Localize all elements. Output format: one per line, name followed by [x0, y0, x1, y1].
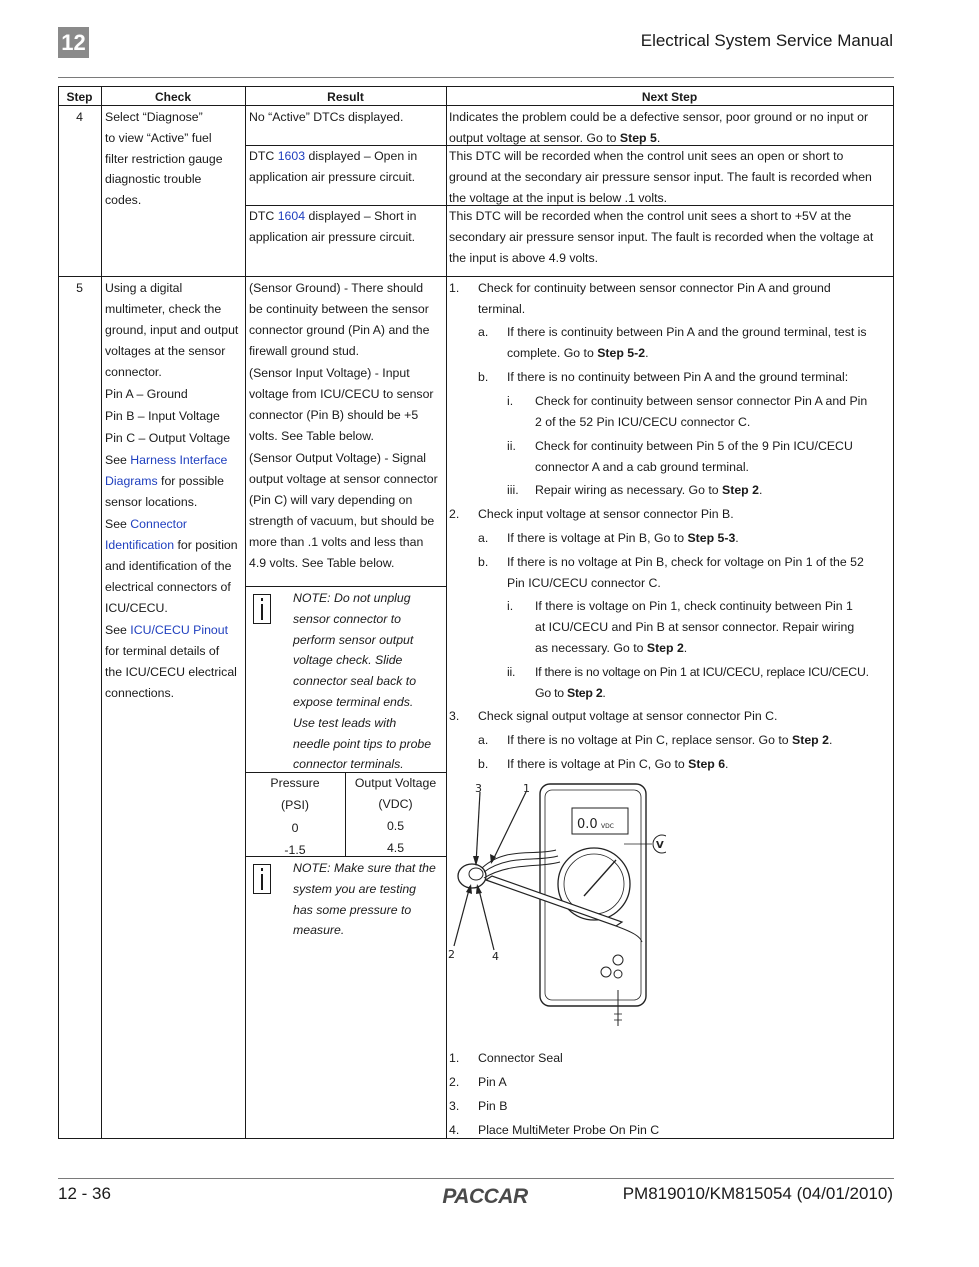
- list-item: iii. Repair wiring as necessary. Go to Step 2.: [507, 483, 763, 497]
- list-item: 2. Check input voltage at sensor connector Pin B.: [449, 507, 734, 521]
- legend-item: 1. Connector Seal: [449, 1051, 563, 1065]
- legend-item: 3. Pin B: [449, 1099, 508, 1113]
- volt-symbol: V: [656, 840, 664, 851]
- note-unplug-warning: NOTE: Do not unplug sensor connector to perform sensor output voltage check. Slide connector seal back to expose terminal ends. Use test leads with needle point tips to probe connector terminals.: [293, 591, 432, 772]
- step4-next-2: This DTC will be recorded when the control unit sees an open or short to ground at the secondary air pressure sensor input. The fault is recorded when the voltage at the input is below .1 volts.: [449, 149, 872, 205]
- display-unit: VDC: [601, 823, 614, 830]
- paccar-logo: [432, 1184, 538, 1206]
- footer-divider: [58, 1178, 894, 1179]
- step4-next-3: This DTC will be recorded when the control unit sees a short to +5V at the secondary air pressure sensor input. The fault is recorded when the voltage at the input is above 4.9 volts.: [449, 209, 874, 265]
- note-pressure-required: NOTE: Make sure that the system you are testing has some pressure to measure.: [293, 861, 436, 938]
- info-icon: [253, 594, 271, 624]
- icu-cecu-pinout-link[interactable]: ICU/CECU Pinout: [130, 623, 229, 637]
- connector-identification-link[interactable]: Connector: [130, 517, 188, 531]
- step4-result-1: No “Active” DTCs displayed.: [249, 110, 404, 124]
- list-item: b. If there is no continuity between Pin A and the ground terminal:: [478, 370, 849, 384]
- column-header-next-step: Next Step: [641, 90, 698, 104]
- list-item: i. If there is voltage on Pin 1, check continuity between Pin 1 at ICU/CECU and Pin B at sensor connector. Repair wiring as necessary. Go to Step 2.: [507, 599, 855, 655]
- list-item: 1. Check for continuity between sensor connector Pin A and ground terminal.: [449, 281, 831, 316]
- dtc-1603-link[interactable]: 1603: [277, 149, 306, 163]
- step4-result-3: DTC 1604 displayed – Short in application air pressure circuit.: [249, 209, 417, 244]
- legend-item: 4. Place MultiMeter Probe On Pin C: [449, 1123, 660, 1137]
- callout-3: 3: [475, 782, 482, 795]
- callout-1: 1: [523, 782, 530, 795]
- step-number: 5: [76, 281, 83, 295]
- step-number: 4: [76, 110, 83, 124]
- multimeter-illustration: [446, 776, 666, 1036]
- table-row: 0: [291, 821, 299, 835]
- list-item: a. If there is voltage at Pin B, Go to Step 5-3.: [478, 531, 739, 545]
- list-item: b. If there is no voltage at Pin B, check for voltage on Pin 1 of the 52 Pin ICU/CECU connector C.: [478, 555, 864, 590]
- step4-next-1: Indicates the problem could be a defective sensor, poor ground or no input or output voltage at sensor. Go to Step 5.: [449, 110, 869, 145]
- list-item: ii. Check for continuity between Pin 5 of the 9 Pin ICU/CECU connector A and a cab ground terminal.: [507, 439, 853, 474]
- table-row: 0.5: [386, 819, 405, 833]
- callout-4: 4: [492, 950, 499, 963]
- step5-result: (Sensor Ground) - There should be continuity between the sensor connector ground (Pin A) and the firewall ground stud. (Sensor Input Voltage) - Input voltage from ICU/CECU to sensor connector (Pin B) should be +5 volts. See Table below. (Sensor Output Voltage) - Signal output voltage at sensor connector (Pin C) will vary depending on strength of vacuum, but should be more than .1 volts and less than 4.9 volts. See Table below.: [249, 281, 438, 570]
- info-icon: [253, 864, 271, 894]
- list-item: i. Check for continuity between sensor connector Pin A and Pin 2 of the 52 Pin ICU/CECU connector C.: [507, 394, 868, 429]
- document-code: PM819010/KM815054 (04/01/2010): [622, 1184, 893, 1203]
- harness-interface-link[interactable]: Harness Interface: [130, 453, 228, 467]
- column-header-result: Result: [327, 90, 364, 104]
- svg-text:PACCAR: PACCAR: [442, 1185, 528, 1206]
- column-header-check: Check: [154, 90, 192, 104]
- step4-check: Select “Diagnose” to view “Active” fuel filter restriction gauge diagnostic trouble codes.: [105, 110, 223, 208]
- list-item: 3. Check signal output voltage at sensor connector Pin C.: [449, 709, 778, 723]
- document-title: Electrical System Service Manual: [640, 31, 893, 50]
- chapter-badge: 12: [58, 27, 89, 58]
- page-number: 12 - 36: [58, 1184, 111, 1203]
- step4-result-2: DTC 1603 displayed – Open in application air pressure circuit.: [249, 149, 418, 184]
- display-reading: 0.0: [577, 817, 598, 832]
- list-item: a. If there is continuity between Pin A and the ground terminal, test is complete. Go to Step 5-2.: [478, 325, 867, 360]
- legend-item: 2. Pin A: [449, 1075, 507, 1089]
- harness-interface-link[interactable]: Diagrams: [105, 474, 158, 488]
- list-item: b. If there is voltage at Pin C, Go to Step 6.: [478, 757, 729, 771]
- table-row: 4.5: [386, 841, 405, 855]
- list-item: ii. If there is no voltage on Pin 1 at ICU/CECU, replace ICU/CECU. Go to Step 2.: [507, 665, 869, 700]
- header-divider: [58, 77, 894, 78]
- dtc-1604-link[interactable]: 1604: [277, 209, 306, 223]
- step5-check: Using a digital multimeter, check the ground, input and output voltages at the sensor connector. Pin A – Ground Pin B – Input Voltage Pin C – Output Voltage See Harness Interface Diagrams for possible sensor locations. See Connector Identification for position and identification of the electrical connectors of ICU/CECU. See ICU/CECU Pinout for terminal details of the ICU/CECU electrical connections.: [105, 281, 239, 700]
- connector-identification-link[interactable]: Identification: [105, 538, 175, 552]
- column-header-step: Step: [66, 90, 93, 104]
- list-item: a. If there is no voltage at Pin C, replace sensor. Go to Step 2.: [478, 733, 833, 747]
- table-row: -1.5: [284, 843, 306, 857]
- callout-2: 2: [448, 948, 455, 961]
